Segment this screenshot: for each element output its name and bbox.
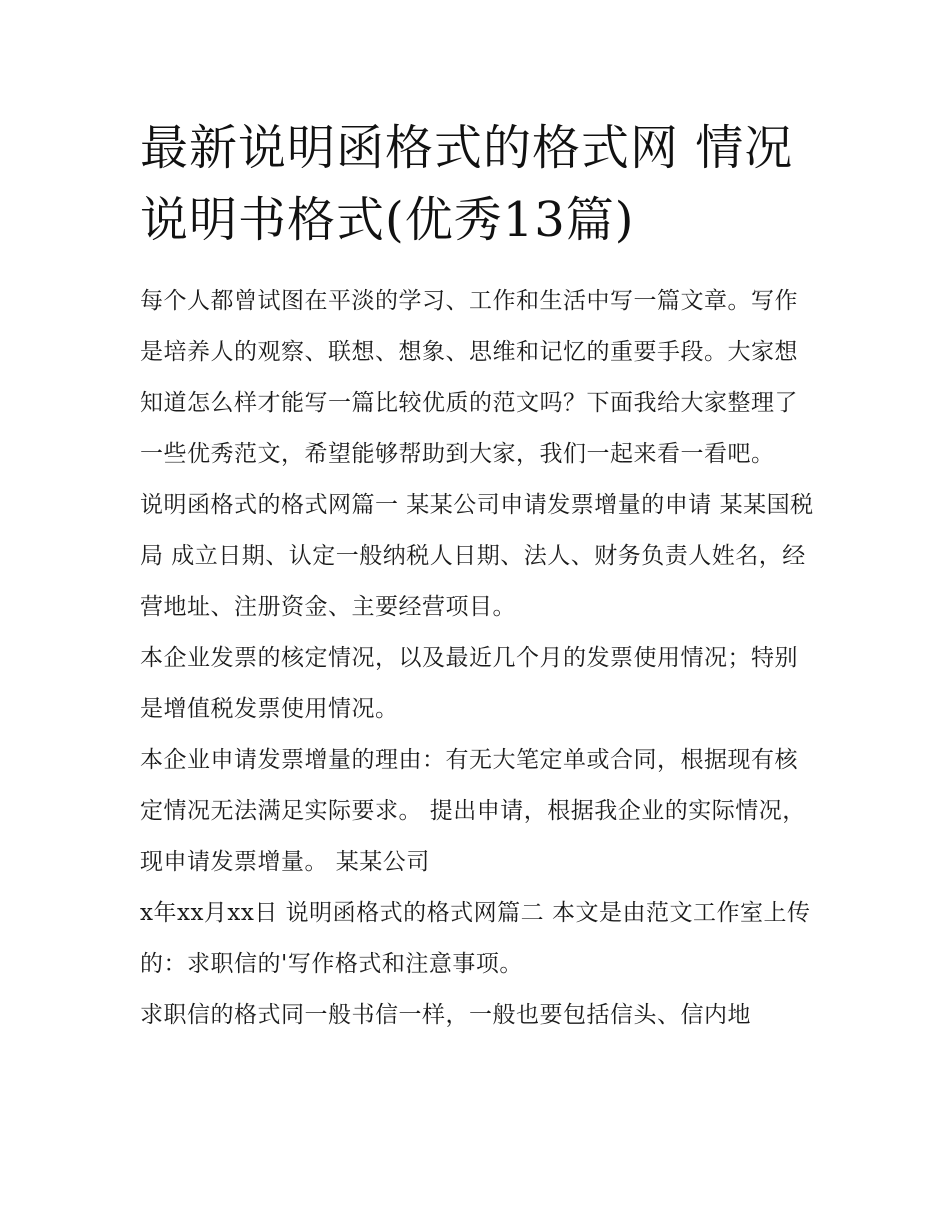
paragraph-invoice-status: 本企业发票的核定情况，以及最近几个月的发票使用情况；特别是增值税发票使用情况。 [140, 645, 798, 722]
paragraph-section-two: x年xx月xx日 说明函格式的格式网篇二 本文是由范文工作室上传的：求职信的'写作格式和注意事项。 [140, 900, 811, 977]
paragraph-format: 求职信的格式同一般书信一样，一般也要包括信头、信内地 [140, 1002, 751, 1028]
paragraph-intro: 每个人都曾试图在平淡的学习、工作和生活中写一篇文章。写作是培养人的观察、联想、想象、思维和记忆的重要手段。大家想知道怎么样才能写一篇比较优质的范文吗？下面我给大家整理了一些优秀范文，希望能够帮助到大家，我们一起来看一看吧。 [140, 288, 798, 467]
document-body [140, 276, 820, 1041]
paragraph-section-one: 说明函格式的格式网篇一 某某公司申请发票增量的申请 某某国税局 成立日期、认定一般纳税人日期、法人、财务负责人姓名，经营地址、注册资金、主要经营项目。 [140, 492, 814, 620]
paragraph-reason: 本企业申请发票增量的理由：有无大笔定单或合同，根据现有核定情况无法满足实际要求。 提出申请，根据我企业的实际情况，现申请发票增量。 某某公司 [140, 747, 806, 875]
document-title: 最新说明函格式的格式网 情况说明书格式(优秀13篇) [140, 120, 794, 248]
